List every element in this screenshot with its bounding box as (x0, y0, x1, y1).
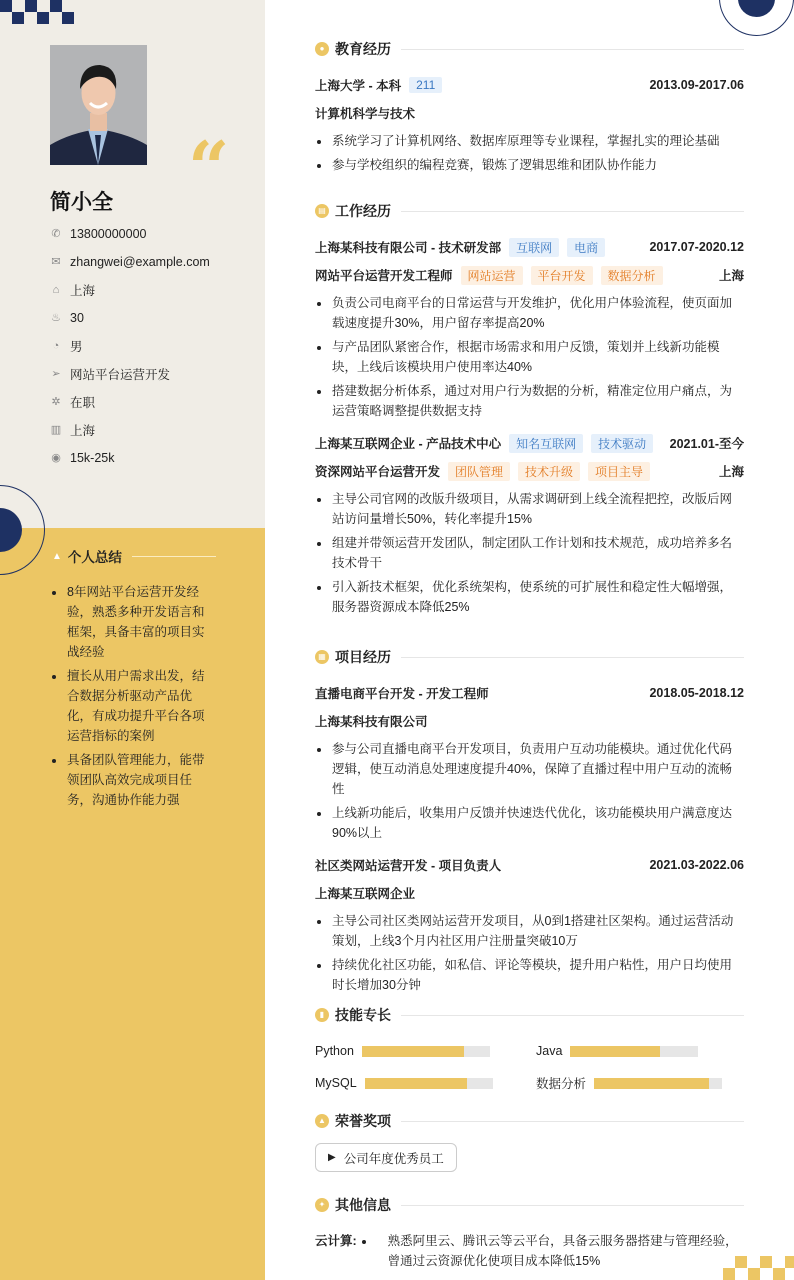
gender-icon: ◔ (52, 340, 60, 352)
contact-location (50, 280, 210, 300)
skill-bar-fill (362, 1046, 464, 1057)
contact-text: 网站平台运营开发 (70, 368, 171, 382)
salary-icon: ◉ (51, 452, 61, 464)
date: 2017.07-2020.12 (649, 240, 744, 254)
skill-item (536, 1073, 744, 1093)
contact-text: 男 (70, 340, 83, 354)
checker-decoration (12, 12, 24, 24)
chart-icon: ▮ (315, 1008, 329, 1022)
section-header (315, 1005, 744, 1025)
contact-age (50, 308, 210, 328)
section-header (315, 39, 744, 59)
section-header (315, 647, 744, 667)
sidebar (0, 0, 265, 1280)
profile-name: 简小全 (50, 191, 113, 214)
tag: 电商 (567, 238, 605, 257)
list-item: 与产品团队紧密合作，根据市场需求和用户反馈，策划并上线新功能模块，上线后该模块用户使用率达40% (315, 337, 744, 377)
contact-text: 在职 (70, 396, 96, 410)
info-icon: ✦ (315, 1198, 329, 1212)
contact-text: 上海 (70, 284, 96, 298)
tag: 技术升级 (518, 462, 580, 481)
list-item: 搭建数据分析体系，通过对用户行为数据的分析，精准定位用户痛点，为运营策略调整提供数据支持 (315, 381, 744, 421)
contact-text: zhangwei@example.com (70, 255, 210, 269)
project-name: 直播电商平台开发 - 开发工程师 (315, 687, 489, 701)
skill-bar-fill (365, 1078, 467, 1089)
checker-decoration (25, 0, 37, 12)
job-row (315, 433, 744, 453)
list-item: 上线新功能后，收集用户反馈并快速迭代优化，该功能模块用户满意度达90%以上 (315, 803, 744, 843)
job-row (315, 237, 744, 257)
checker-decoration (773, 1268, 785, 1280)
contact-phone (50, 224, 210, 244)
section-title: 教育经历 (335, 41, 391, 57)
skill-name: Python (315, 1044, 354, 1058)
tag: 技术驱动 (591, 434, 653, 453)
checker-decoration (748, 1268, 760, 1280)
list-item: 擅长从用户需求出发，结合数据分析驱动产品优化，有成功提升平台各项运营指标的案例 (50, 666, 215, 746)
divider (401, 1015, 744, 1016)
bullet-list (357, 1231, 744, 1271)
list-item: 具备团队管理能力，能带领团队高效完成项目任务，沟通协作能力强 (50, 750, 215, 810)
project-org: 上海某互联网企业 (315, 887, 416, 901)
skill-name: 数据分析 (536, 1077, 587, 1091)
tag: 211 (409, 77, 442, 93)
contact-salary (50, 448, 210, 468)
section-header (315, 1111, 744, 1131)
home-icon: ⌂ (52, 284, 60, 296)
avatar-photo (50, 45, 147, 165)
contact-list (50, 224, 210, 476)
date: 2018.05-2018.12 (649, 686, 744, 700)
status-icon: ✲ (51, 396, 61, 408)
tag: 网站运营 (461, 266, 523, 285)
list-item: 熟悉阿里云、腾讯云等云平台，具备云服务器搭建与管理经验，曾通过云资源优化使项目成本降低15% (357, 1231, 744, 1271)
city: 上海 (718, 269, 744, 283)
checker-decoration (0, 0, 12, 12)
list-item: 持续优化社区功能，如私信、评论等模块，提升用户粘性，用户日均使用时长增加30分钟 (315, 955, 744, 995)
person-icon: ▲ (52, 550, 62, 562)
building-icon: ▥ (50, 424, 62, 436)
skill-name: MySQL (315, 1076, 357, 1090)
skill-bar (570, 1046, 698, 1057)
skill-name: Java (536, 1044, 563, 1058)
award-icon: ▲ (315, 1114, 329, 1128)
contact-text: 13800000000 (70, 227, 147, 241)
skill-bar (365, 1078, 493, 1089)
section-header (315, 201, 744, 221)
role: 网站平台运营开发工程师 (315, 269, 453, 283)
send-icon: ➢ (51, 368, 61, 380)
tag: 平台开发 (531, 266, 593, 285)
section-title: 项目经历 (335, 649, 391, 665)
contact-text: 15k-25k (70, 451, 115, 465)
list-item: 主导公司官网的改版升级项目，从需求调研到上线全流程把控，改版后网站访问量增长50%，转化率提升15% (315, 489, 744, 529)
skills-section (315, 1005, 744, 1093)
tag: 知名互联网 (509, 434, 583, 453)
section-title: 荣誉奖项 (335, 1113, 391, 1129)
quote-icon: “ (188, 125, 230, 210)
section-title: 工作经历 (335, 203, 391, 219)
play-icon: ▶ (328, 1152, 336, 1163)
skills-grid (315, 1041, 744, 1093)
other-section (315, 1195, 744, 1271)
list-item: 引入新技术框架，优化系统架构，使系统的可扩展性和稳定性大幅增强，服务器资源成本降低25% (315, 577, 744, 617)
work-section (315, 201, 744, 629)
tag: 项目主导 (588, 462, 650, 481)
school-name: 上海大学 - 本科 (315, 79, 402, 93)
divider (401, 211, 744, 212)
divider (401, 49, 744, 50)
checker-decoration (50, 0, 62, 12)
role-row (315, 265, 744, 285)
skill-item (315, 1041, 536, 1061)
award-item[interactable] (315, 1143, 457, 1172)
graduation-icon: ● (315, 42, 329, 56)
date: 2021.01-至今 (669, 437, 744, 451)
section-title: 技能专长 (335, 1007, 391, 1023)
contact-text: 上海 (70, 424, 96, 438)
award-label: 公司年度优秀员工 (343, 1151, 444, 1166)
checker-decoration (62, 12, 74, 24)
skill-item (536, 1041, 744, 1061)
skill-bar (594, 1078, 722, 1089)
grid-icon: ▦ (315, 650, 329, 664)
city: 上海 (718, 465, 744, 479)
tag: 团队管理 (448, 462, 510, 481)
role-row (315, 461, 744, 481)
other-row (315, 1231, 744, 1271)
bullet-list (315, 131, 744, 175)
contact-intent (50, 364, 210, 384)
checker-decoration (37, 12, 49, 24)
list-item: 主导公司社区类网站运营开发项目，从0到1搭建社区架构。通过运营活动策划，上线3个月内社区用户注册量突破10万 (315, 911, 744, 951)
mail-icon: ✉ (51, 256, 61, 268)
list-item: 组建并带领运营开发团队，制定团队工作计划和技术规范，成功培养多名技术骨干 (315, 533, 744, 573)
tag: 互联网 (509, 238, 559, 257)
list-item: 8年网站平台运营开发经验，熟悉多种开发语言和框架，具备丰富的项目实战经验 (50, 582, 215, 662)
bullet-list (315, 489, 744, 617)
list-item: 参与学校组织的编程竞赛，锻炼了逻辑思维和团队协作能力 (315, 155, 744, 175)
tag: 数据分析 (601, 266, 663, 285)
other-label: 云计算: (315, 1234, 357, 1248)
divider (401, 1205, 744, 1206)
checker-decoration (760, 1256, 772, 1268)
projects-section (315, 647, 744, 1007)
list-item: 负责公司电商平台的日常运营与开发维护，优化用户体验流程，使页面加载速度提升30%，用户留存率提高20% (315, 293, 744, 333)
company: 上海某互联网企业 - 产品技术中心 (315, 437, 502, 451)
contact-city (50, 420, 210, 440)
section-header (315, 1195, 744, 1215)
bullet-list (315, 911, 744, 995)
skill-bar (362, 1046, 490, 1057)
contact-gender (50, 336, 210, 356)
bullet-list (315, 739, 744, 843)
summary-list (50, 582, 215, 814)
checker-decoration (785, 1256, 794, 1268)
company: 上海某科技有限公司 - 技术研发部 (315, 241, 502, 255)
education-row (315, 75, 744, 95)
skill-item (315, 1073, 536, 1093)
contact-status (50, 392, 210, 412)
project-org: 上海某科技有限公司 (315, 715, 428, 729)
skill-bar-fill (570, 1046, 660, 1057)
contact-text: 30 (70, 311, 84, 325)
project-name: 社区类网站运营开发 - 项目负责人 (315, 859, 502, 873)
role: 资深网站平台运营开发 (315, 465, 441, 479)
section-title: 个人总结 (67, 550, 122, 565)
skill-bar-fill (594, 1078, 709, 1089)
honors-section (315, 1111, 744, 1172)
divider (401, 657, 744, 658)
divider (401, 1121, 744, 1122)
major: 计算机科学与技术 (315, 107, 416, 121)
date: 2021.03-2022.06 (649, 858, 744, 872)
cake-icon: ♨ (51, 312, 61, 324)
bullet-list (315, 293, 744, 421)
education-section (315, 39, 744, 187)
project-row (315, 855, 744, 875)
divider (132, 556, 216, 557)
project-row (315, 683, 744, 703)
briefcase-icon: ▤ (315, 204, 329, 218)
list-item: 系统学习了计算机网络、数据库原理等专业课程，掌握扎实的理论基础 (315, 131, 744, 151)
list-item: 参与公司直播电商平台开发项目，负责用户互动功能模块。通过优化代码逻辑，使互动消息处理速度提升40%，保障了直播过程中用户互动的流畅性 (315, 739, 744, 799)
section-title: 其他信息 (335, 1197, 391, 1213)
contact-email[interactable] (50, 252, 210, 272)
phone-icon: ✆ (51, 228, 61, 240)
date: 2013.09-2017.06 (649, 78, 744, 92)
summary-header (52, 546, 216, 566)
